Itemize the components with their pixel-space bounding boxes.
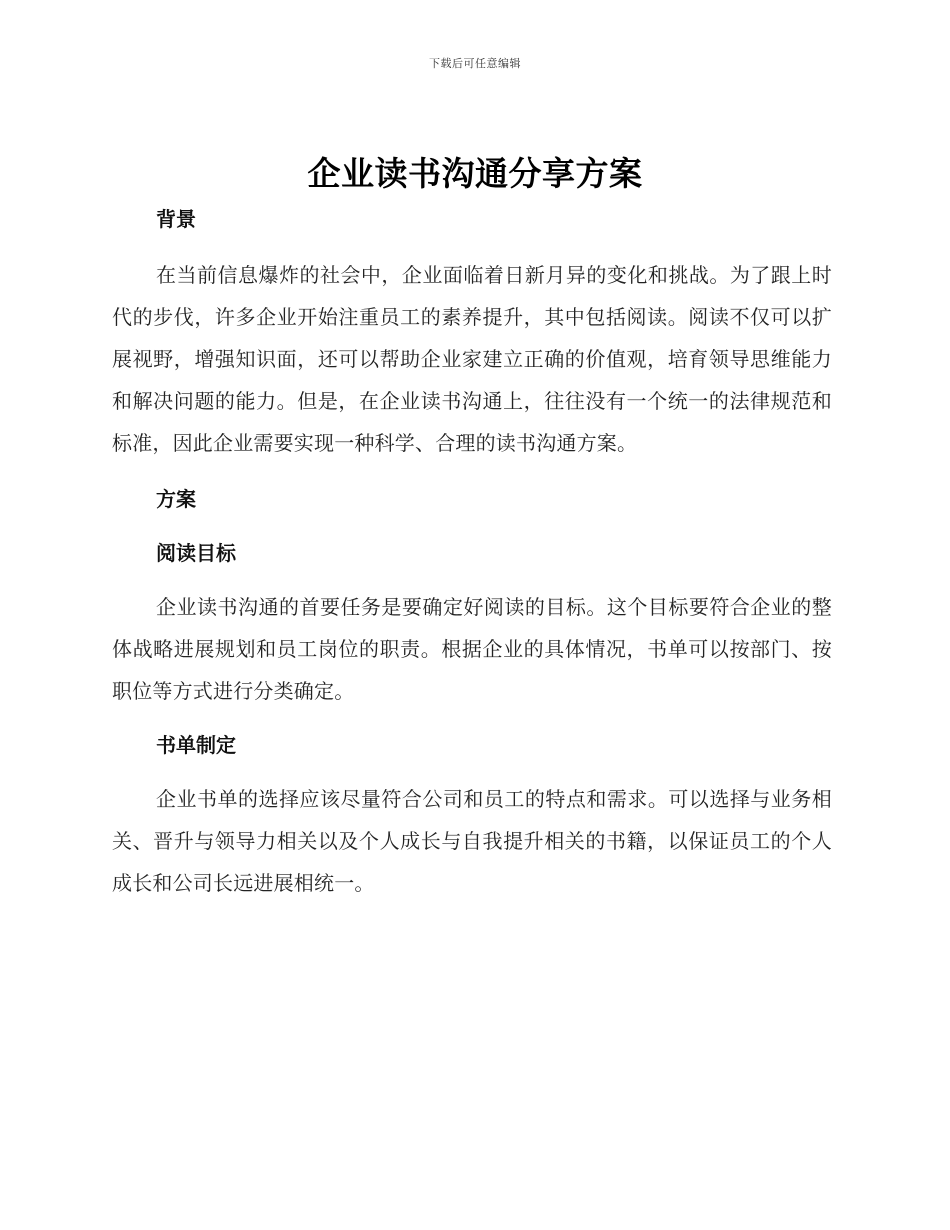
spacer xyxy=(112,240,832,254)
section-heading-booklist: 书单制定 xyxy=(156,733,236,757)
section-heading-reading-goal: 阅读目标 xyxy=(156,541,236,565)
header-note: 下载后可任意编辑 xyxy=(429,57,521,70)
section-heading-background: 背景 xyxy=(156,207,196,231)
spacer xyxy=(112,574,832,586)
spacer xyxy=(112,520,832,532)
paragraph-booklist: 企业书单的选择应该尽量符合公司和员工的特点和需求。可以选择与业务相关、晋升与领导力相关以及个人成长与自我提升相关的书籍，以保证员工的个人成长和公司长远进展相统一。 xyxy=(112,787,832,895)
paragraph-background: 在当前信息爆炸的社会中，企业面临着日新月异的变化和挑战。为了跟上时代的步伐，许多企业开始注重员工的素养提升，其中包括阅读。阅读不仅可以扩展视野，增强知识面，还可以帮助企业家建立正确的价值观，培育领导思维能力和解决问题的能力。但是，在企业读书沟通上，往往没有一个统一的法律规范和标准，因此企业需要实现一种科学、合理的读书沟通方案。 xyxy=(112,263,832,455)
document-title: 企业读书沟通分享方案 xyxy=(307,154,643,193)
document-body xyxy=(112,198,832,904)
spacer xyxy=(112,464,832,478)
spacer xyxy=(112,766,832,778)
spacer xyxy=(112,712,832,724)
section-heading-plan: 方案 xyxy=(156,487,196,511)
paragraph-reading-goal: 企业读书沟通的首要任务是要确定好阅读的目标。这个目标要符合企业的整体战略进展规划和员工岗位的职责。根据企业的具体情况，书单可以按部门、按职位等方式进行分类确定。 xyxy=(112,595,832,703)
